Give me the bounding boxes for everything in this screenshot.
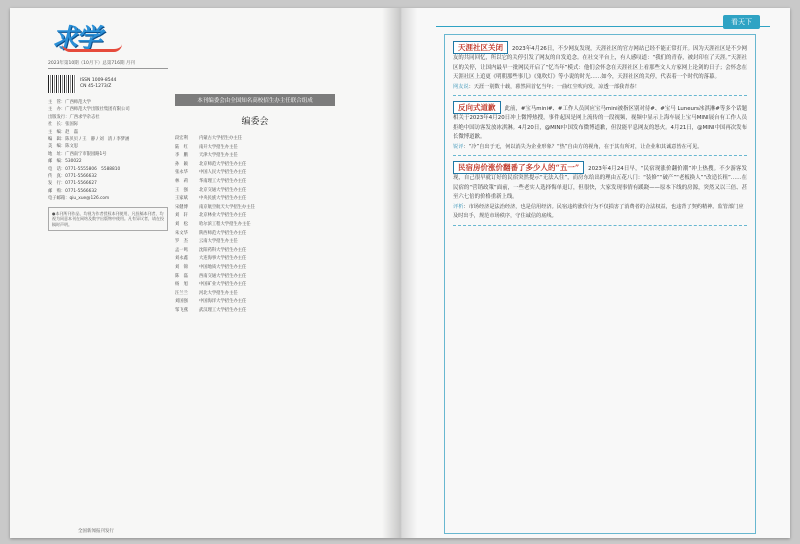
member-name: 孟一鸣 bbox=[175, 247, 188, 253]
info-line: 电 话：0771-5555806 5588810 bbox=[48, 166, 121, 172]
member-name: 刘 锦 bbox=[175, 264, 188, 270]
section-title: 天涯社区关闭 bbox=[453, 41, 508, 54]
member-desc: 南京航空航天大学招生办主任 bbox=[199, 204, 255, 210]
info-line: 传 真：0771-5566632 bbox=[48, 174, 97, 180]
member-desc: 陕西师范大学招生办主任 bbox=[199, 230, 247, 236]
magazine-logo bbox=[52, 18, 134, 56]
info-line: 主 管：广西师范大学 bbox=[48, 100, 91, 105]
member-desc: 中央民族大学招生办主任 bbox=[199, 196, 247, 202]
section-body bbox=[453, 161, 747, 203]
member-row bbox=[175, 307, 335, 316]
copyright-notice: ●本刊所刊作品，均视为作者授权本刊使用，凡投稿本刊者，均视为同意本刊在网络及数字出版物中使用。凡有异议者，请在投稿时声明。 bbox=[48, 207, 168, 232]
member-name: 王 强 bbox=[175, 187, 188, 193]
section-text: 此前，#宝马mini#、#工作人员回应宝马mini被指区别对待#、#宝马 Luneurs冰淇淋#等多个话题相关于2023年4月20日冲上微博热搜，事件起因是网上流传的一段视频，视频中显示上海车展上宝马MINI展台有工作人员拒绝中国访客发放冰淇淋。4月20日，@MINI中国发布微博道歉，但没能平息网友的怒火。4月21日，@MINI中国再次发布长微博道歉。 bbox=[453, 106, 747, 141]
member-desc: 中国地质大学招生办主任 bbox=[199, 264, 247, 270]
member-row bbox=[175, 161, 335, 170]
header-rule bbox=[436, 26, 770, 27]
info-line: 主 编：赵 磊 bbox=[48, 129, 79, 135]
publication-info bbox=[48, 99, 168, 203]
section-title: 反向式道歉 bbox=[453, 101, 501, 114]
issue-line: 2023年第10期（10月下）总第716期 月刊 bbox=[48, 60, 168, 69]
member-desc: 哈尔滨工程大学招生办主任 bbox=[199, 221, 251, 227]
member-name: 张永华 bbox=[175, 170, 188, 176]
comment-label: 锐评 bbox=[453, 143, 464, 150]
member-name: 孙 颖 bbox=[175, 161, 188, 167]
section-title: 民宿房价涨价翻番了多少人的“五一” bbox=[453, 161, 584, 174]
member-desc: 西南交通大学招生办主任 bbox=[199, 273, 247, 279]
member-desc: 天津大学招生办主任 bbox=[199, 153, 238, 159]
info-line: 地 址：广西南宁市银园路1号 bbox=[48, 151, 107, 157]
member-name: 林 莉 bbox=[175, 178, 188, 184]
article-frame bbox=[444, 34, 756, 534]
member-name: 刘 轩 bbox=[175, 213, 188, 219]
member-name: 陆 红 bbox=[175, 144, 188, 150]
barcode-icon bbox=[48, 75, 76, 93]
section-body bbox=[453, 41, 747, 83]
member-row bbox=[175, 221, 335, 230]
member-row bbox=[175, 281, 335, 290]
member-desc: 沈阳药科大学招生办主任 bbox=[199, 247, 247, 253]
member-name: 李 鹏 bbox=[175, 153, 188, 159]
member-desc: 大连海事大学招生办主任 bbox=[199, 256, 247, 262]
member-row bbox=[175, 152, 335, 161]
member-row bbox=[175, 169, 335, 178]
committee-banner: 本刊编委会由全国知名高校招生办主任联合组成 bbox=[175, 94, 335, 106]
left-page bbox=[10, 8, 400, 538]
issn-number: ISSN 1009-8544 bbox=[80, 78, 117, 83]
logo-text: 求学 bbox=[52, 24, 101, 54]
member-name: 杨 旭 bbox=[175, 282, 188, 288]
member-desc: 云南大学招生办主任 bbox=[199, 239, 238, 245]
member-desc: 武汉理工大学招生办主任 bbox=[199, 307, 247, 313]
member-desc: 内蒙古大学招生办主任 bbox=[199, 136, 242, 141]
member-row bbox=[175, 290, 335, 299]
member-name: 段宏利 bbox=[175, 136, 188, 141]
member-row bbox=[175, 212, 335, 221]
member-name: 刘 松 bbox=[175, 221, 188, 227]
news-section bbox=[453, 101, 747, 156]
member-row bbox=[175, 178, 335, 187]
comment-colon: ： bbox=[463, 203, 469, 210]
member-row bbox=[175, 195, 335, 204]
member-desc: 北京师范大学招生办主任 bbox=[199, 161, 247, 167]
member-row bbox=[175, 238, 335, 247]
member-name: 朱文华 bbox=[175, 230, 188, 236]
member-desc: 中国矿业大学招生办主任 bbox=[199, 282, 247, 288]
member-desc: 北京交通大学招生办主任 bbox=[199, 187, 247, 193]
section-text: 2023年4月24日早，“民宿现涨价翻价潮”冲上热搜。不少游客发现，自己很早就订好的民宿突然提示“无法入住”，而房东给出的理由五花八门：“装修”“破产”“老板换人”“改造长租”……在民宿的“营销政策”面前，一些老实人选择悔单退订，但很快，大家发现事情有蹊跷——原本下线的房源，突然又以三倍、甚至六七倍的价格重新上线。 bbox=[453, 166, 747, 201]
member-name: 王家斌 bbox=[175, 196, 188, 202]
member-desc: 河北大学招生办主任 bbox=[199, 290, 238, 296]
member-row bbox=[175, 135, 335, 144]
member-desc: 中国海洋大学招生办主任 bbox=[199, 299, 247, 305]
member-row bbox=[175, 204, 335, 213]
section-comment bbox=[453, 203, 747, 226]
comment-colon: ： bbox=[468, 83, 474, 90]
right-page bbox=[400, 8, 790, 538]
left-footer: 全国新闻报刊发行 bbox=[78, 529, 114, 534]
committee-members bbox=[175, 135, 335, 315]
member-row bbox=[175, 144, 335, 153]
info-line: 发 行：0771-5566627 bbox=[48, 181, 97, 187]
issn-text bbox=[80, 78, 116, 90]
info-line: 电子邮箱：qiu_xue@126.com bbox=[48, 196, 110, 202]
news-section bbox=[453, 161, 747, 225]
member-name: 陈 磊 bbox=[175, 273, 188, 279]
member-row bbox=[175, 273, 335, 282]
member-desc: 北京林业大学招生办主任 bbox=[199, 213, 247, 219]
comment-label: 评析 bbox=[453, 203, 464, 210]
committee-title: 编委会 bbox=[241, 117, 269, 127]
member-name: 罗 杰 bbox=[175, 239, 188, 245]
magazine-spread bbox=[10, 8, 790, 538]
cn-number: CN 45-1273/Z bbox=[80, 84, 112, 89]
section-comment bbox=[453, 143, 747, 156]
info-line: 编 辑：陈贝贝 / 王 静 / 刘 清 / 李梦涵 bbox=[48, 137, 130, 143]
member-desc: 华南理工大学招生办主任 bbox=[199, 178, 247, 184]
comment-label: 网友说 bbox=[453, 83, 469, 90]
logo-swoosh-icon bbox=[62, 44, 122, 52]
info-line: 社 长：张国际 bbox=[48, 122, 79, 128]
info-line: 邮 编：530022 bbox=[48, 159, 82, 165]
member-name: 刘永鑫 bbox=[175, 256, 188, 262]
info-line: 出版发行：广西求学杂志社 bbox=[48, 114, 100, 120]
comment-text: 天涯一别数十载，暮然回首忆当年；一曲红尘吹向发，凉透一部我青春！ bbox=[473, 83, 640, 90]
member-name: 邹飞燕 bbox=[175, 307, 188, 313]
section-comment bbox=[453, 83, 747, 96]
member-name: 宋健博 bbox=[175, 204, 188, 210]
issn-block bbox=[48, 75, 168, 93]
member-row bbox=[175, 298, 335, 307]
news-section bbox=[453, 41, 747, 96]
section-text: 2023年4月26日，不少网友发现，天涯社区的官方网站已经不能正常打开。因为天涯社区是不少网友的共同回忆，所以它的关停引发了网友的自发追念。在社交平台上，有人感叹道：“我们的青春，被封印在了天涯。”天涯社区的关停，让国内最早一批网民开启了“忆当年”模式：他们会怀念在天涯社区上看那些文人方家网上论剑的日子；会怀念在天涯社区上追更《明朝那些事儿》《鬼吹灯》等小说的时光……如今，天涯社区的关停，代表着一个时代的落幕。 bbox=[453, 46, 747, 81]
member-row bbox=[175, 247, 335, 256]
editorial-committee bbox=[175, 94, 335, 315]
masthead bbox=[48, 18, 168, 231]
comment-text: “冷”自出于无，何以消失为企业形象？“热”自由方的视角，在于其有所对，让企业和其诚意皆在可见。 bbox=[468, 143, 703, 150]
member-desc: 南开大学招生办主任 bbox=[199, 144, 238, 150]
column-tab: 看天下 bbox=[723, 15, 760, 29]
member-row bbox=[175, 230, 335, 239]
member-desc: 中国人民大学招生办主任 bbox=[199, 170, 247, 176]
member-row bbox=[175, 187, 335, 196]
info-line: 邮 购：0771-5566632 bbox=[48, 188, 97, 194]
info-line: 美 编：陈文思 bbox=[48, 144, 79, 150]
member-name: 刘国强 bbox=[175, 299, 188, 305]
member-row bbox=[175, 264, 335, 273]
comment-colon: ： bbox=[463, 143, 469, 150]
comment-text: 市场经济是法治经济，也是信用经济。民宿违约涨价行为不仅损害了消费者的合法权益，也违背了契约精神。监管部门应及时出手，规范市场秩序，守住诚信的底线。 bbox=[453, 203, 744, 220]
info-line: 主 办：广西师范大学出版社集团有限公司 bbox=[48, 107, 130, 113]
member-row bbox=[175, 255, 335, 264]
section-body bbox=[453, 101, 747, 143]
member-name: 汪兰兰 bbox=[175, 290, 188, 296]
